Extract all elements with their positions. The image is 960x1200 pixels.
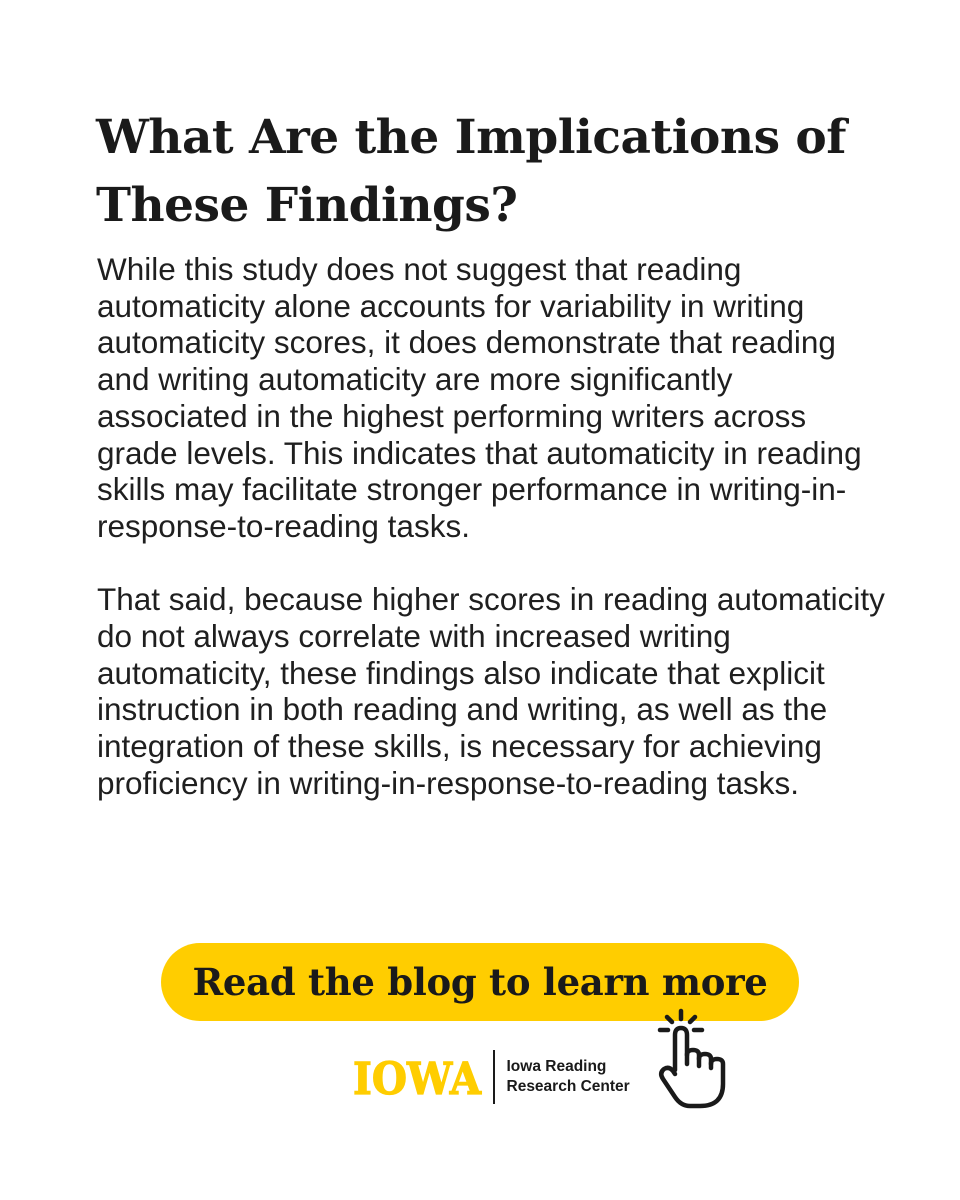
page-title: What Are the Implications of These Findings? [96,110,846,233]
center-name-line2: Research Center [506,1078,630,1095]
iowa-wordmark-text: IOWA [353,1057,482,1097]
center-name-line1: Iowa Reading [506,1058,607,1075]
logo-divider [493,1050,495,1104]
iowa-wordmark [353,1057,483,1097]
paragraph-findings: While this study does not suggest that reading automaticity alone accounts for variability in writing automaticity scores, it does demonstrate that reading and writing automaticity are more significantly associated in the highest performing writers across grade levels. This indicates that automaticity in reading skills may facilitate stronger performance in writing-in-response-to-reading tasks. [97,251,862,544]
read-blog-button-label: Read the blog to learn more [192,960,768,1004]
iowa-reading-research-center-logo [353,1047,630,1107]
pointer-hand-icon [650,1008,730,1110]
article-body [97,251,887,802]
center-name [507,1057,630,1097]
paragraph-implications: That said, because higher scores in reading automaticity do not always correlate with increased writing automaticity, these findings also indicate that explicit instruction in both reading and writing, as well as the integration of these skills, is necessary for achieving proficiency in writing-in-response-to-reading tasks. [97,581,885,801]
